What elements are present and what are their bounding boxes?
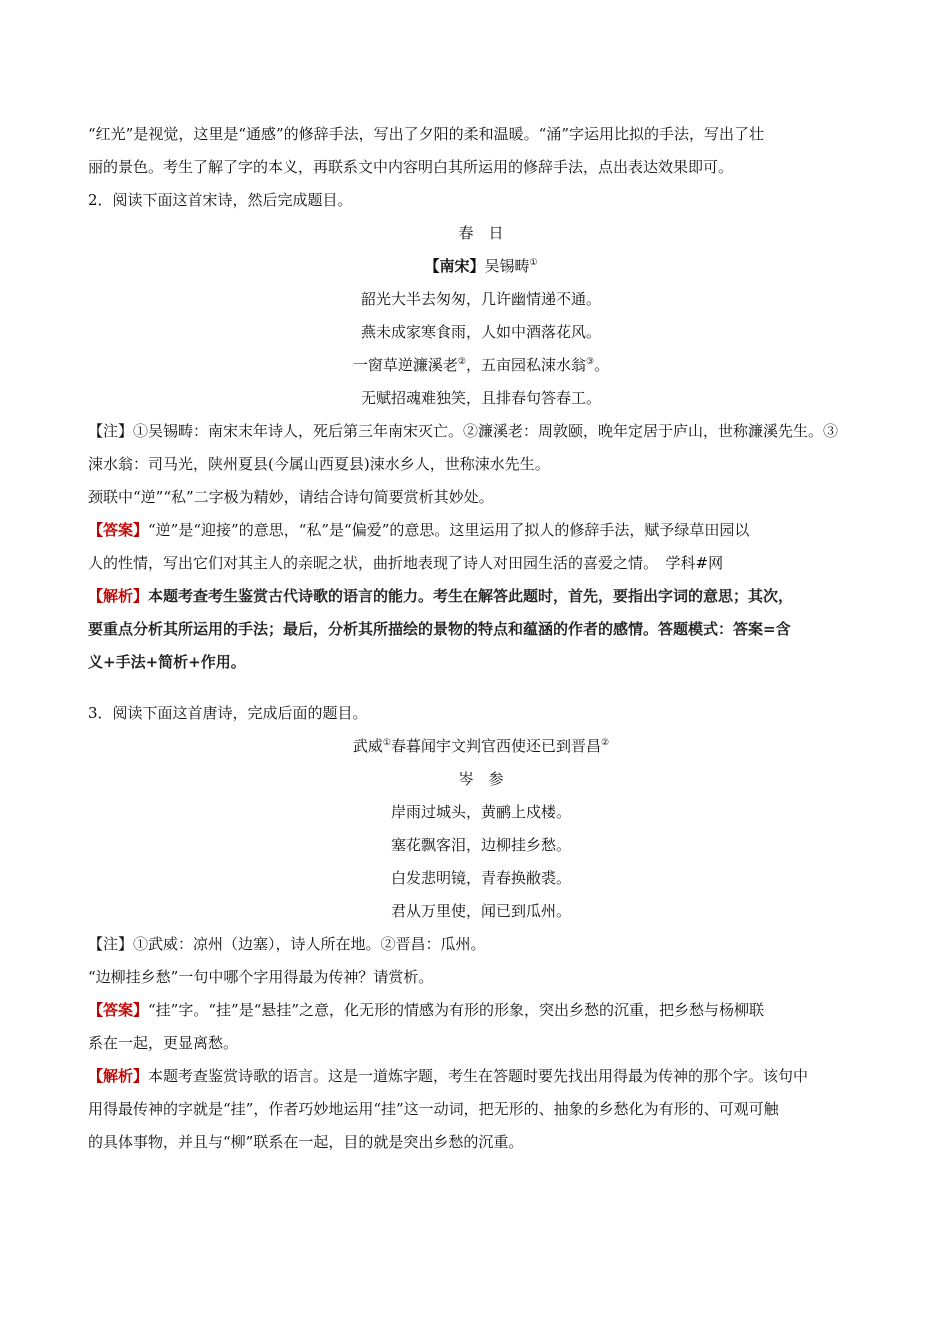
q2-analysis-line — [88, 580, 874, 613]
footnote-marker: ③ — [586, 357, 595, 367]
q2-analysis-line: 义+手法+简析+作用。 — [88, 653, 246, 671]
q2-answer-line — [88, 514, 874, 547]
q3-poem-line: 岸雨过城头，黄鹂上戍楼。 — [390, 803, 571, 821]
q2-question: 颈联中“逆”“私”二字极为精妙，请结合诗句简要赏析其妙处。 — [88, 488, 494, 506]
q2-poem-line-part: 一窗草逆濂溪老 — [352, 356, 458, 374]
q3-analysis-line: 的具体事物，并且与“柳”联系在一起，目的就是突出乡愁的沉重。 — [88, 1133, 524, 1151]
q2-author-footnote: ① — [529, 258, 538, 268]
q2-author-name: 吴锡畴 — [484, 257, 530, 275]
q2-prompt: 2．阅读下面这首宋诗，然后完成题目。 — [88, 191, 353, 209]
q2-poem-line — [88, 349, 874, 382]
q3-answer-line: 系在一起，更显离愁。 — [88, 1034, 239, 1052]
analysis-text: 本题考查鉴赏诗歌的语言。这是一道炼字题，考生在答题时要先找出用得最为传神的那个字。该句中 — [148, 1067, 809, 1085]
q3-prompt: 3．阅读下面这首唐诗，完成后面的题目。 — [88, 704, 368, 722]
q3-analysis-line — [88, 1060, 874, 1093]
q2-dynasty: 【南宋】 — [424, 257, 485, 275]
q3-poem-line: 塞花飘客泪，边柳挂乡愁。 — [390, 836, 571, 854]
q2-poem-line: 韶光大半去匆匆，几许幽情递不通。 — [360, 290, 601, 308]
q3-title-part: 武威 — [352, 737, 383, 755]
q2-analysis-line: 要重点分析其所运用的手法；最后，分析其所描绘的景物的特点和蕴涵的作者的感情。答题模式：答案=含 — [88, 620, 791, 638]
q3-title-part: 春暮闻宇文判官西使还已到晋昌 — [391, 737, 602, 755]
q2-poem-line-part: ，五亩园私涑水翁 — [465, 356, 586, 374]
q3-note: 【注】①武威：凉州（边塞），诗人所在地。②晋昌：瓜州。 — [88, 935, 486, 953]
footnote-marker: ① — [382, 738, 391, 748]
q3-answer-line — [88, 994, 874, 1027]
answer-label: 【答案】 — [88, 1001, 149, 1019]
intro-text-line: “红光”是视觉，这里是“通感”的修辞手法，写出了夕阳的柔和温暖。“涌”字运用比拟的手法，写出了壮 — [88, 125, 765, 143]
spacer — [88, 679, 874, 697]
q2-note-line: 【注】①吴锡畴：南宋末年诗人，死后第三年南宋灭亡。②濂溪老：周敦颐，晚年定居于庐山，世称濂溪先生。③ — [88, 422, 839, 440]
footnote-marker: ② — [601, 738, 610, 748]
analysis-text: 本题考查考生鉴赏古代诗歌的语言的能力。考生在解答此题时，首先，要指出字词的意思；其次， — [148, 587, 794, 605]
q3-poem-title — [88, 730, 874, 763]
q3-analysis-line: 用得最传神的字就是“挂”，作者巧妙地运用“挂”这一动词，把无形的、抽象的乡愁化为有形的、可观可触 — [88, 1100, 779, 1118]
q3-question: “边柳挂乡愁”一句中哪个字用得最为传神？请赏析。 — [88, 968, 434, 986]
answer-text: “逆”是“迎接”的意思，“私”是“偏爱”的意思。这里运用了拟人的修辞手法，赋予绿草田园以 — [148, 521, 750, 539]
q3-poem-line: 君从万里使，闻已到瓜州。 — [390, 902, 571, 920]
analysis-label: 【解析】 — [88, 1067, 149, 1085]
q3-poem-author: 岑 参 — [458, 770, 504, 788]
document-page — [88, 118, 874, 1159]
intro-text-line: 丽的景色。考生了解了字的本义，再联系文中内容明白其所运用的修辞手法，点出表达效果即可。 — [88, 158, 734, 176]
q2-poem-author — [88, 250, 874, 283]
q2-answer-line: 人的性情，写出它们对其主人的亲昵之状，曲折地表现了诗人对田园生活的喜爱之情。 学科#网 — [88, 554, 724, 572]
q2-poem-line-part: 。 — [594, 356, 610, 374]
q2-note-line: 涑水翁：司马光，陕州夏县(今属山西夏县)涑水乡人，世称涑水先生。 — [88, 455, 550, 473]
answer-text: “挂”字。“挂”是“悬挂”之意，化无形的情感为有形的形象，突出乡愁的沉重，把乡愁与杨柳联 — [148, 1001, 765, 1019]
footnote-marker: ② — [457, 357, 466, 367]
q2-poem-line: 无赋招魂难独笑，且排春句答春工。 — [360, 389, 601, 407]
q3-poem-line: 白发悲明镜，青春换敝裘。 — [390, 869, 571, 887]
answer-label: 【答案】 — [88, 521, 149, 539]
q2-poem-title: 春 日 — [458, 224, 504, 242]
analysis-label: 【解析】 — [88, 587, 149, 605]
q2-poem-line: 燕未成家寒食雨，人如中酒落花风。 — [360, 323, 601, 341]
